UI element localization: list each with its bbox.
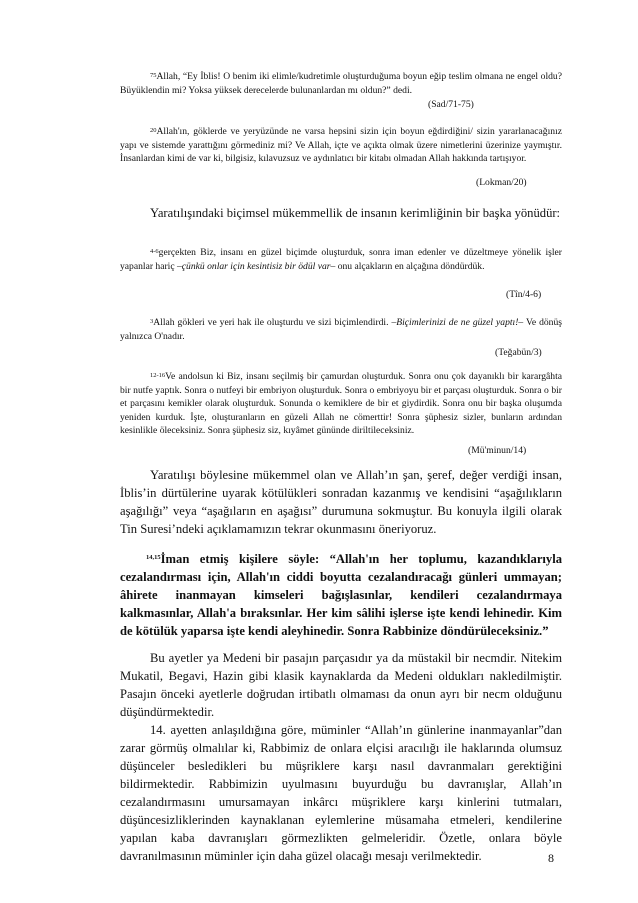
verse-number: 3 [150, 318, 154, 325]
verse-text: Allah'ın, göklerde ve yeryüzünde ne varsa hepsini sizin için boyun eğdirdiğini/ sizin yararlanacağınız yapı ve sistemde yarattığını görmediniz mi? Ve Allah, içte ve açıkta olmak üzere nimetlerini üzerinize yaymıştır. İnsanlardan kimi de var ki, bilgisiz, kılavuzsuz ve aydınlatıcı bir kitabı olmadan Allah hakkında tartışıyor. [120, 126, 562, 165]
verse-number: 12-16 [150, 372, 166, 379]
body-paragraph: Bu ayetler ya Medeni bir pasajın parçasıdır ya da müstakil bir necmdir. Nitekim Mukatil, Begavi, Hazin gibi klasik kaynaklarda da Medeni oldukları nakledilmiştir. Pasajın önceki ayetlerle doğrudan irtibatlı olmaması da onun ayrı bir necm olduğunu düşündürmektedir. [120, 651, 562, 719]
verse-number: 75 [150, 72, 157, 79]
verse-quote-casiye [120, 550, 562, 640]
verse-quote-tegabun: $^3$Allah gökleri ve yeri hak ile oluşturdu ve sizi biçimlendirdi. –Biçimlerinizi de ne güzel yaptı!– Ve dönüş yalnızca O'nadır. [120, 317, 562, 342]
body-paragraph: Yaratılışındaki biçimsel mükemmellik de insanın kerimliğinin bir başka yönüdür: [150, 206, 561, 220]
verse-text: Allah, “Ey İblis! O benim iki elimle/kudretimle oluşturduğuma boyun eğip teslim olmana ne engel oldu? Büyüklendin mi? Yoksa yüksek derecelerde bulunanlardan mı oldun?” dedi. [120, 71, 562, 96]
verse-number: 14,15 [146, 554, 161, 561]
verse-reference: (Tîn/4-6) [506, 289, 542, 300]
verse-number: 4-6 [150, 248, 159, 255]
page-number: 8 [548, 851, 554, 865]
verse-quote-tin: $^{4-6}$gerçekten Biz, insanı en güzel biçimde oluşturduk, sonra iman edenler ve düzeltmeye yönelik işler yapanlar hariç –çünkü onlar için kesintisiz bir ödül var– onu alçakların en alçağına döndürdük. [120, 247, 562, 272]
verse-reference: (Mü'minun/14) [468, 445, 527, 456]
body-paragraph: Yaratılışı böylesine mükemmel olan ve Allah’ın şan, şeref, değer verdiği insan, İblis’in dürtülerine uyarak kötülükleri sonradan kazanmış ve kendisini “aşağılıkların aşağılığı” veya “aşağıların en aşağısı” durumuna sokmuştur. Bu konuyla ilgili olarak Tin Suresi’ndeki açıklamamızın tekrar okunmasını öneriyoruz. [120, 468, 562, 536]
verse-text: İman etmiş kişilere söyle: “Allah'ın her toplumu, kazandıklarıyla cezalandırması için, Allah'ın ciddi boyutta cezalandıracağı günleri ummayan; âhirete inanmayan kimseleri bağışlasınlar, kendileri cezalandırmaya kalkmasınlar, Allah'a bıraksınlar. Her kim sâlihi işlerse işte kendi lehinedir. Kim de kötülük yaparsa işte kendi aleyhinedir. Sonra Rabbinize döndürüleceksiniz.” [120, 552, 562, 638]
verse-quote-lokman [120, 125, 562, 166]
verse-quote-sad [120, 70, 562, 97]
verse-reference: (Sad/71-75) [428, 99, 474, 110]
body-paragraph: 14. ayetten anlaşıldığına göre, müminler “Allah’ın günlerine inanmayanlar”dan zarar görmüş olmalılar ki, Rabbimiz de onlara elçisi aracılığı ile haklarında olumsuz düşünceler besledikleri bu müşriklere karşı nasıl davranmaları gerektiğini bildirmektedir. Rabbimizin uyulmasını buyurduğu bu davranışlar, Allah’ın cezalandırmasını umursamayan inkârcı müşriklere karşı kinlerini tutmaları, düşüncesizliklerinden kaynaklanan eylemlerine müsamaha etmeleri, kendilerine yapılan kaba davranışları görmezlikten gelmeleridir. Özetle, onlara böyle davranılmasının müminler için daha güzel olacağı mesajı verilmektedir. [120, 723, 562, 863]
verse-text: Ve andolsun ki Biz, insanı seçilmiş bir çamurdan oluşturduk. Sonra onu çok dayanıklı bir karargâhta bir nutfe yaptık. Sonra o nutfeyi bir embriyon oluşturduk. Sonra o embriyoyu bir et parçası oluşturduk. Sonra o bir et parçasını kemikler olarak oluşturduk. Sonunda o kemiklere de bir et giydirdik. Sonra onu bir başka oluşumda yeniden kurduk. İşte, oluşturanların en güzeli Allah ne cömerttir! Sonra şüphesiz sizler, bunların ardından kesinlikle öleceksiniz. Sonra şüphesiz siz, kıyâmet gününde diriltileceksiniz. [120, 371, 562, 437]
verse-quote-muminun [120, 370, 562, 438]
verse-reference: (Teğabün/3) [495, 347, 542, 358]
verse-reference: (Lokman/20) [476, 177, 527, 188]
verse-number: 20 [150, 127, 157, 134]
